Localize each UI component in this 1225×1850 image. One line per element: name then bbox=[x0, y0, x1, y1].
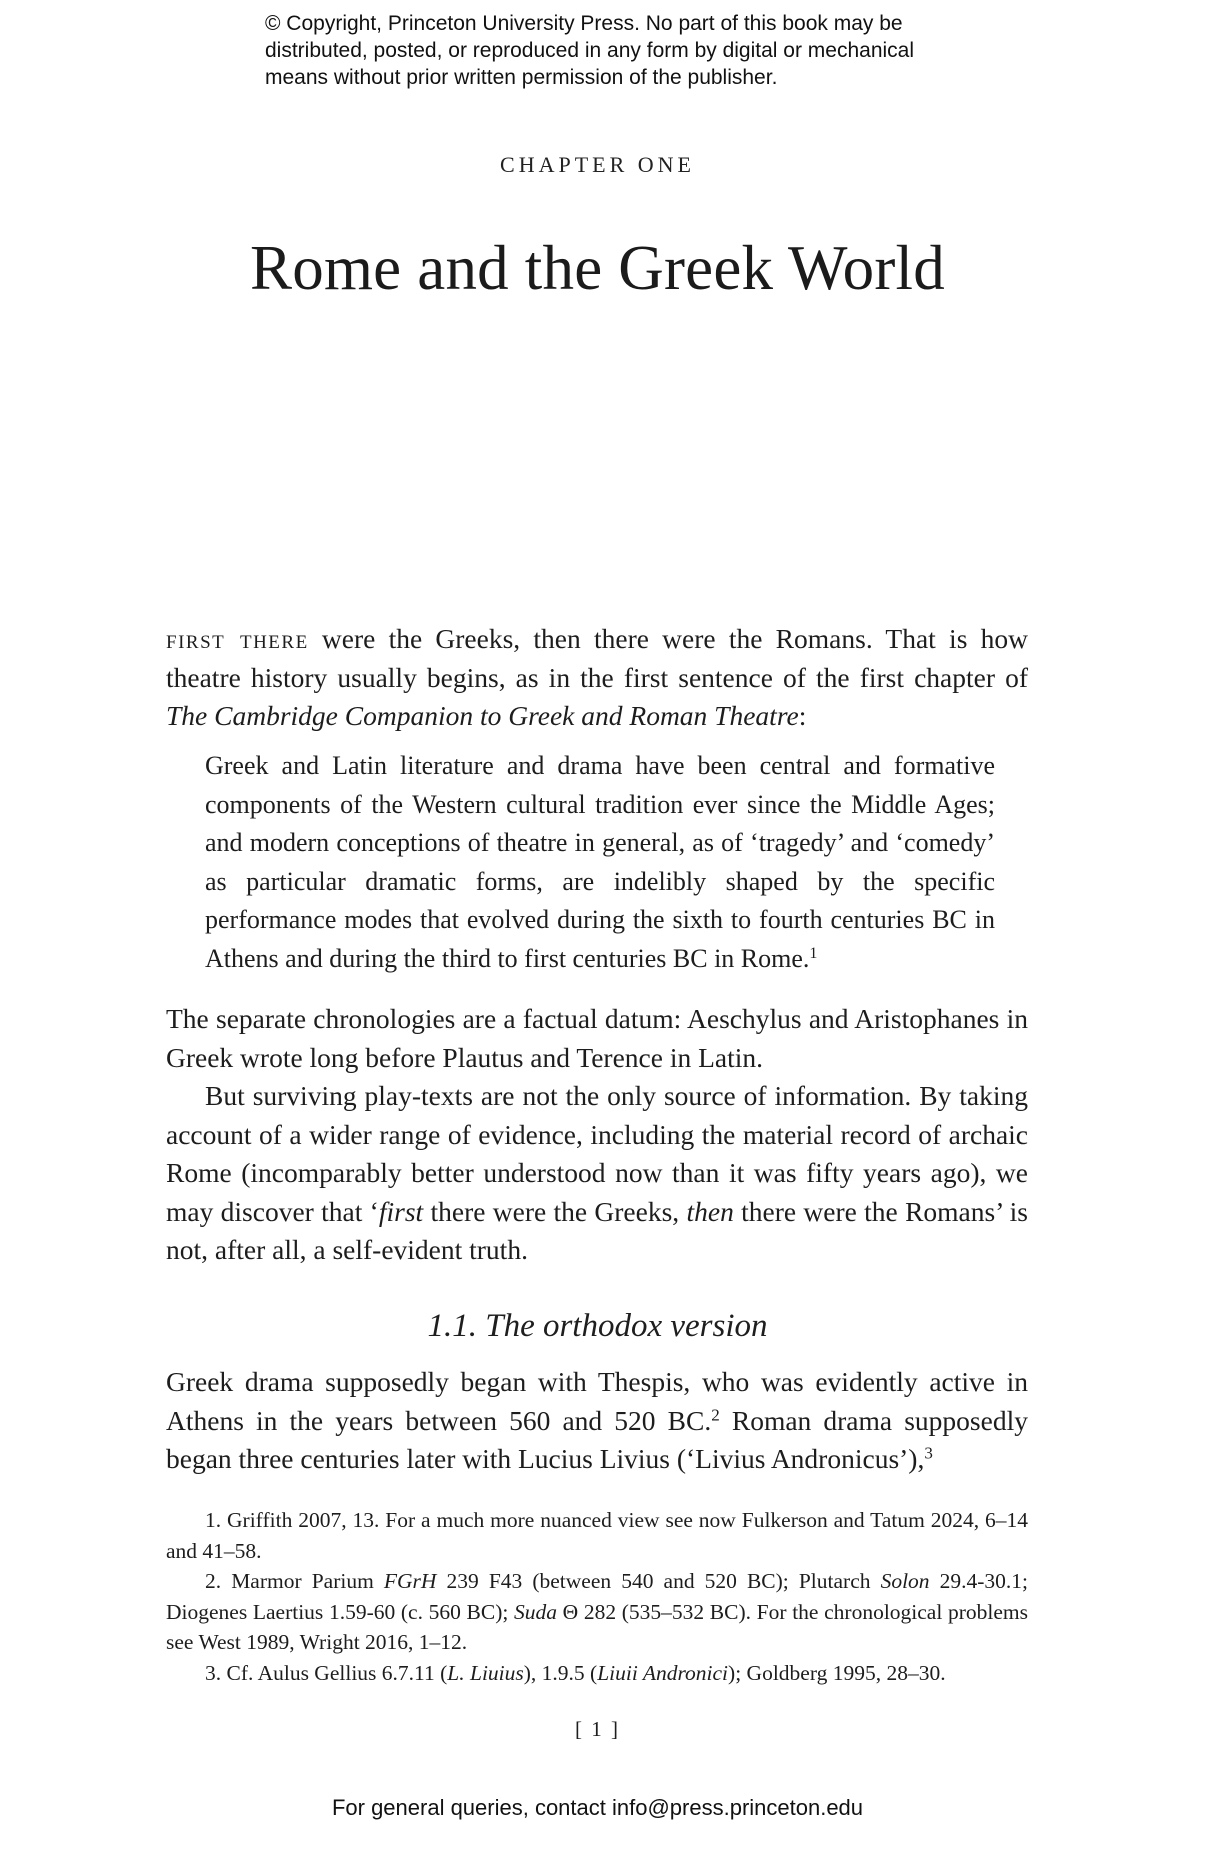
opening-text-2: : bbox=[798, 700, 807, 731]
paragraph-3-text-3: there were the Romans’ is not, after all, a self-evident truth. bbox=[166, 1195, 1028, 1265]
fn3-text-c: ); Goldberg 1995, 28–30. bbox=[728, 1660, 946, 1685]
footnote-1: 1. Griffith 2007, 13. For a much more nuanced view see now Fulkerson and Tatum 2024, 6–14 and 41–58. bbox=[166, 1508, 1028, 1563]
smallcaps-lead: first there bbox=[166, 623, 309, 654]
fn2-text-d: Θ 282 (535–532 BC). For the chronological problems see West 1989, Wright 2016, 1–12. bbox=[166, 1599, 1028, 1654]
paragraph-4-text-2: Roman drama supposedly began three centuries later with Lucius Livius (‘Livius Andronicus’), bbox=[166, 1404, 1028, 1474]
paragraph-4-text-1: Greek drama supposedly began with Thespis, who was evidently active in Athens in the years between 560 and 520 BC. bbox=[166, 1366, 1028, 1436]
footnote-2 bbox=[166, 1566, 1028, 1658]
emph-then: then bbox=[686, 1195, 734, 1227]
chapter-label: CHAPTER ONE bbox=[500, 152, 695, 177]
fn3-liuius: L. Liuius bbox=[447, 1660, 524, 1685]
footnote-3 bbox=[166, 1658, 1028, 1689]
paragraph-2: The separate chronologies are a factual datum: Aeschylus and Aristophanes in Greek wrote long before Plautus and Terence in Latin. bbox=[166, 1003, 1028, 1073]
opening-paragraph bbox=[166, 620, 1028, 736]
copyright-line-3: means without prior written permission of the publisher. bbox=[265, 66, 778, 89]
page-number: [ 1 ] bbox=[575, 1717, 620, 1741]
fn2-fgrh: FGrH bbox=[383, 1569, 437, 1593]
fn3-liuii: Liuii Andronici bbox=[597, 1660, 729, 1685]
paragraph-3 bbox=[166, 1077, 1028, 1270]
quote-text: Greek and Latin literature and drama have been central and formative components of the Western cultural tradition ever since the Middle Ages; and modern conceptions of theatre in general, as of ‘tragedy’ and ‘comedy’ as particular dramatic forms, are indelibly shaped by the specific performance modes that evolved during the sixth to fourth centuries BC in Athens and during the third to first centuries BC in Rome. bbox=[205, 751, 995, 973]
copyright-line-1: © Copyright, Princeton University Press. No part of this book may be bbox=[265, 12, 903, 35]
block-quote bbox=[205, 747, 995, 978]
footnote-ref-2[interactable]: 2 bbox=[711, 1405, 720, 1425]
fn2-text-a: 2. Marmor Parium bbox=[205, 1569, 384, 1593]
book-title: The Cambridge Companion to Greek and Roman Theatre bbox=[166, 700, 799, 731]
copyright-notice bbox=[265, 10, 1025, 91]
fn2-text-c: 29.4-30.1; Diogenes Laertius 1.59-60 (c. 560 BC); bbox=[166, 1569, 1028, 1624]
paragraph-3-text-2: there were the Greeks, bbox=[423, 1195, 687, 1227]
fn2-solon: Solon bbox=[880, 1569, 930, 1593]
fn2-text-b: 239 F43 (between 540 and 520 BC); Plutarch bbox=[436, 1569, 881, 1593]
fn2-suda: Suda bbox=[514, 1599, 557, 1624]
fn3-text-b: ), 1.9.5 ( bbox=[523, 1660, 598, 1685]
fn3-text-a: 3. Cf. Aulus Gellius 6.7.11 ( bbox=[205, 1660, 448, 1685]
opening-text-1: were the Greeks, then there were the Romans. That is how theatre history usually begins, as in the first sentence of the first chapter of bbox=[166, 623, 1028, 693]
chapter-title: Rome and the Greek World bbox=[250, 233, 945, 303]
footer-contact: For general queries, contact info@press.princeton.edu bbox=[331, 1795, 864, 1820]
paragraph-3-text-1: But surviving play-texts are not the only source of information. By taking account of a wider range of evidence, including the material record of archaic Rome (incomparably better understood now than it was fifty years ago), we may discover that ‘ bbox=[166, 1080, 1028, 1227]
footnote-ref-1[interactable]: 1 bbox=[809, 944, 818, 962]
copyright-line-2: distributed, posted, or reproduced in any form by digital or mechanical bbox=[265, 39, 915, 62]
main-paragraphs bbox=[166, 1000, 1028, 1270]
footnotes bbox=[166, 1505, 1028, 1688]
footnote-ref-3[interactable]: 3 bbox=[924, 1443, 933, 1463]
paragraph-4 bbox=[166, 1363, 1028, 1479]
section-heading: 1.1. The orthodox version bbox=[427, 1308, 768, 1344]
emph-first: first bbox=[378, 1195, 424, 1227]
